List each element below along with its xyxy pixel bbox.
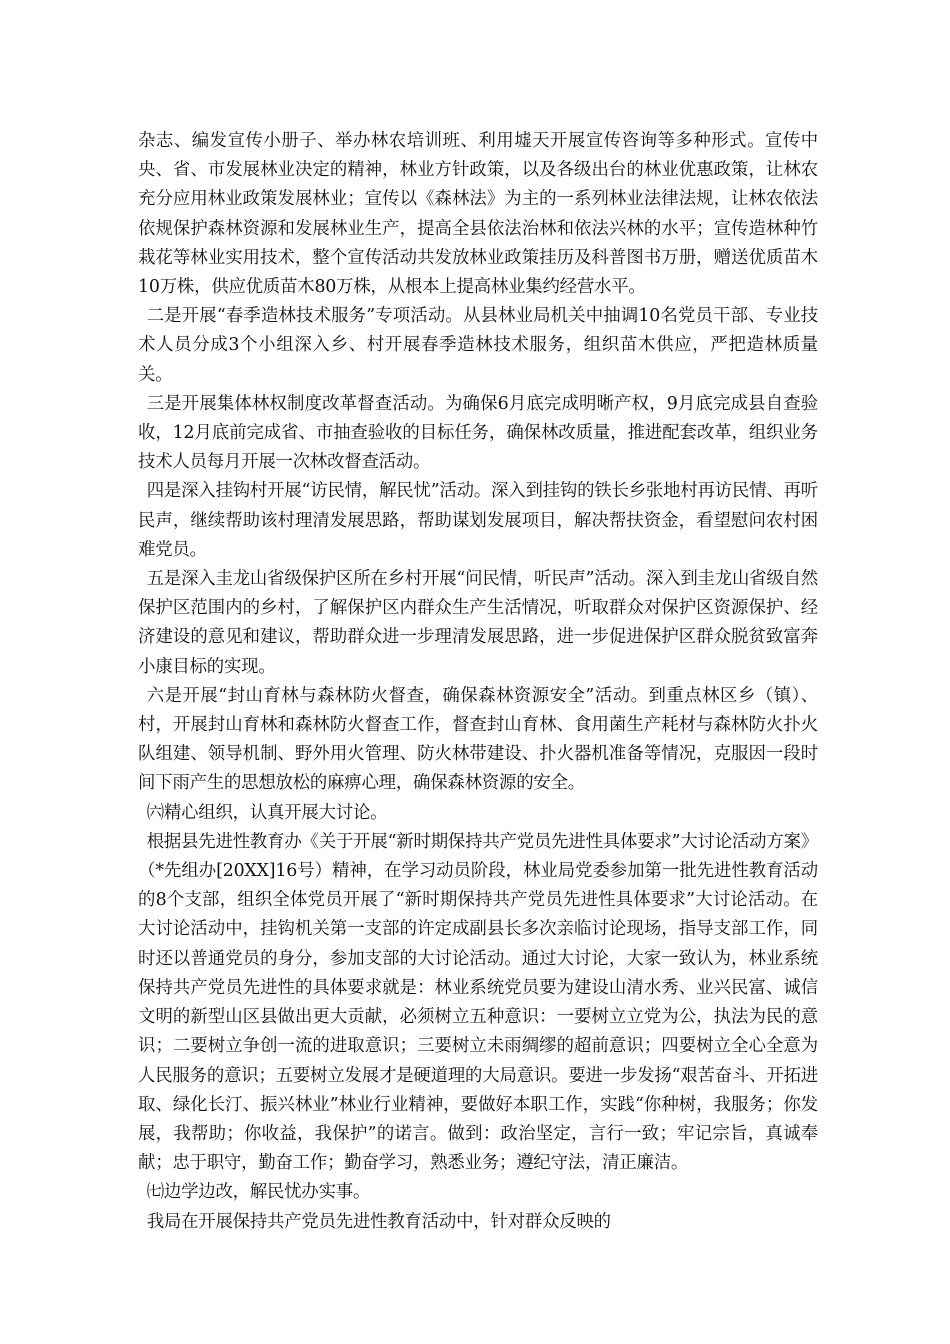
section-heading-discussion: ㈥精心组织，认真开展大讨论。 xyxy=(146,802,388,823)
paragraph-discussion-details: 根据县先进性教育办《关于开展“新时期保持共产党员先进性具体要求”大讨论活动方案》（*先组办[20XX]16号）精神，在学习动员阶段，林业局党委参加第一批先进性教育活动的8个支部，组织全体党员开展了“新时期保持共产党员先进性具体要求”大讨论活动。在大讨论活动中，挂钩机关第一支部的许定成副县长多次亲临讨论现场，指导支部工作，同时还以普通党员的身分，参加支部的大讨论活动。通过大讨论，大家一致认为，林业系统保持共产党员先进性的具体要求就是：林业系统党员要为建设山清水秀、业兴民富、诚信文明的新型山区县做出更大贡献，必须树立五种意识：一要树立立党为公，执法为民的意识；二要树立争创一流的进取意识；三要树立未雨绸缪的超前意识；四要树立全心全意为人民服务的意识；五要树立发展才是硬道理的大局意识。要进一步发扬“艰苦奋斗、开拓进取、绿化长汀、振兴林业”林业行业精神，要做好本职工作，实践“你种树，我服务；你发展，我帮助；你收益，我保护”的诺言。做到：政治坚定，言行一致；牢记宗旨，真诚奉献；忠于职守，勤奋工作；勤奋学习，熟悉业务；遵纪守法，清正廉洁。 xyxy=(138,831,818,1174)
section-heading-learn-and-reform: ㈦边学边改，解民忧办实事。 xyxy=(146,1182,371,1203)
paragraph-linked-village: 四是深入挂钩村开展“访民情，解民忧”活动。深入到挂钩的铁长乡张地村再访民情、再听民声，继续帮助该村理清发展思路，帮助谋划发展项目，解决帮扶资金，看望慰问农村困难党员。 xyxy=(138,481,818,560)
paragraph-learn-and-reform: 我局在开展保持共产党员先进性教育活动中，针对群众反映的 xyxy=(146,1211,611,1232)
paragraph-spring-afforestation: 二是开展“春季造林技术服务”专项活动。从县林业局机关中抽调10名党员干部、专业技术人员分成3个小组深入乡、村开展春季造林技术服务，组织苗木供应，严把造林质量关。 xyxy=(138,306,818,385)
paragraph-nature-reserve: 五是深入圭龙山省级保护区所在乡村开展“问民情，听民声”活动。深入到圭龙山省级自然保护区范围内的乡村，了解保护区内群众生产生活情况，听取群众对保护区资源保护、经济建设的意见和建议，帮助群众进一步理清发展思路，进一步促进保护区群众脱贫致富奔小康目标的实现。 xyxy=(138,569,818,677)
paragraph-propaganda-continued: 杂志、编发宣传小册子、举办林农培训班、利用墟天开展宣传咨询等多种形式。宣传中央、省、市发展林业决定的精神，林业方针政策，以及各级出台的林业优惠政策，让林农充分应用林业政策发展林业；宣传以《森林法》为主的一系列林业法律法规，让林农依法依规保护森林资源和发展林业生产，提高全县依法治林和依法兴林的水平；宣传造林种竹栽花等林业实用技术，整个宣传活动共发放林业政策挂历及科普图书万册，赠送优质苗木10万株，供应优质苗木80万株，从根本上提高林业集约经营水平。 xyxy=(138,131,818,298)
document-body xyxy=(138,127,818,1237)
paragraph-forest-rights-reform: 三是开展集体林权制度改革督查活动。为确保6月底完成明晰产权，9月底完成县自查验收，12月底前完成省、市抽查验收的目标任务，确保林改质量，推进配套改革，组织业务技术人员每月开展一次林改督查活动。 xyxy=(138,393,818,473)
paragraph-fire-prevention: 六是开展“封山育林与森林防火督查，确保森林资源安全”活动。到重点林区乡（镇）、村，开展封山育林和森林防火督查工作，督查封山育林、食用菌生产耗材与森林防火扑火队组建、领导机制、野外用火管理、防火林带建设、扑火器机准备等情况，克服因一段时间下雨产生的思想放松的麻痹心理，确保森林资源的安全。 xyxy=(138,685,818,794)
